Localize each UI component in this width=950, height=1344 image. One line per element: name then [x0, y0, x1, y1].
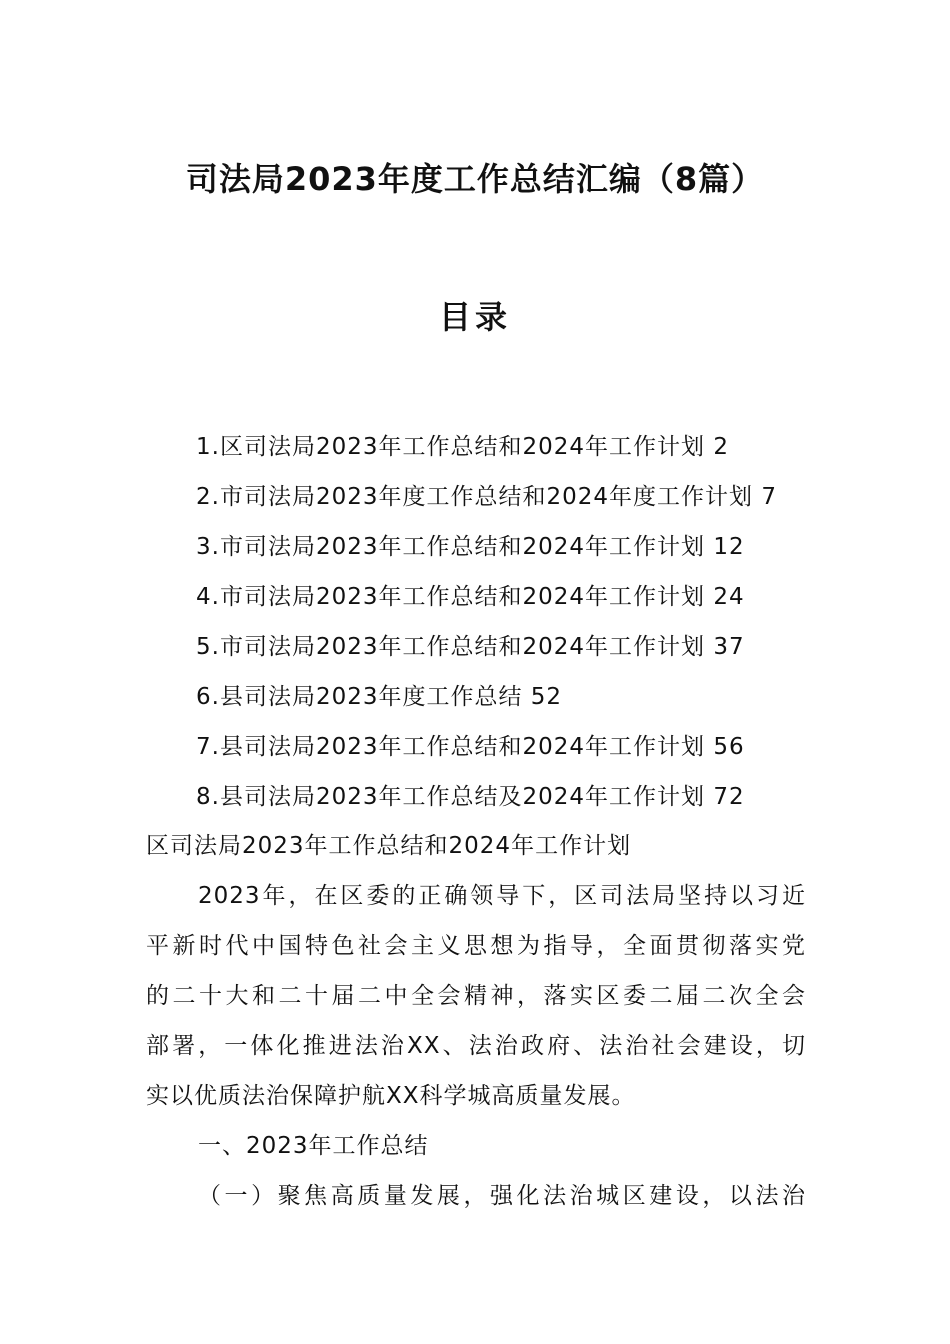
paragraph-line: 的二十大和二十届二中全会精神，落实区委二届二次全会 [146, 983, 806, 1009]
toc-item[interactable]: 6.县司法局2023年度工作总结 52 [196, 684, 563, 710]
paragraph-line: 平新时代中国特色社会主义思想为指导，全面贯彻落实党 [146, 933, 806, 959]
paragraph-line: 部署，一体化推进法治XX、法治政府、法治社会建设，切 [146, 1033, 806, 1059]
toc-item[interactable]: 8.县司法局2023年工作总结及2024年工作计划 72 [196, 784, 745, 810]
table-of-contents [196, 428, 777, 828]
paragraph-line: 实以优质法治保障护航XX科学城高质量发展。 [146, 1083, 636, 1109]
section-heading: 一、2023年工作总结 [198, 1133, 429, 1159]
toc-item[interactable]: 4.市司法局2023年工作总结和2024年工作计划 24 [196, 584, 745, 610]
toc-item[interactable]: 1.区司法局2023年工作总结和2024年工作计划 2 [196, 434, 729, 460]
document-title: 司法局2023年度工作总结汇编（8篇） [185, 160, 765, 198]
toc-heading: 目录 [438, 298, 511, 336]
document-body [146, 826, 806, 1226]
toc-item[interactable]: 2.市司法局2023年度工作总结和2024年度工作计划 7 [196, 484, 777, 510]
toc-item[interactable]: 3.市司法局2023年工作总结和2024年工作计划 12 [196, 534, 745, 560]
toc-item[interactable]: 5.市司法局2023年工作总结和2024年工作计划 37 [196, 634, 745, 660]
toc-item[interactable]: 7.县司法局2023年工作总结和2024年工作计划 56 [196, 734, 745, 760]
paragraph-line: 2023年，在区委的正确领导下，区司法局坚持以习近 [198, 883, 806, 909]
section-title: 区司法局2023年工作总结和2024年工作计划 [146, 833, 632, 859]
subsection-heading: （一）聚焦高质量发展，强化法治城区建设，以法治 [198, 1183, 806, 1209]
